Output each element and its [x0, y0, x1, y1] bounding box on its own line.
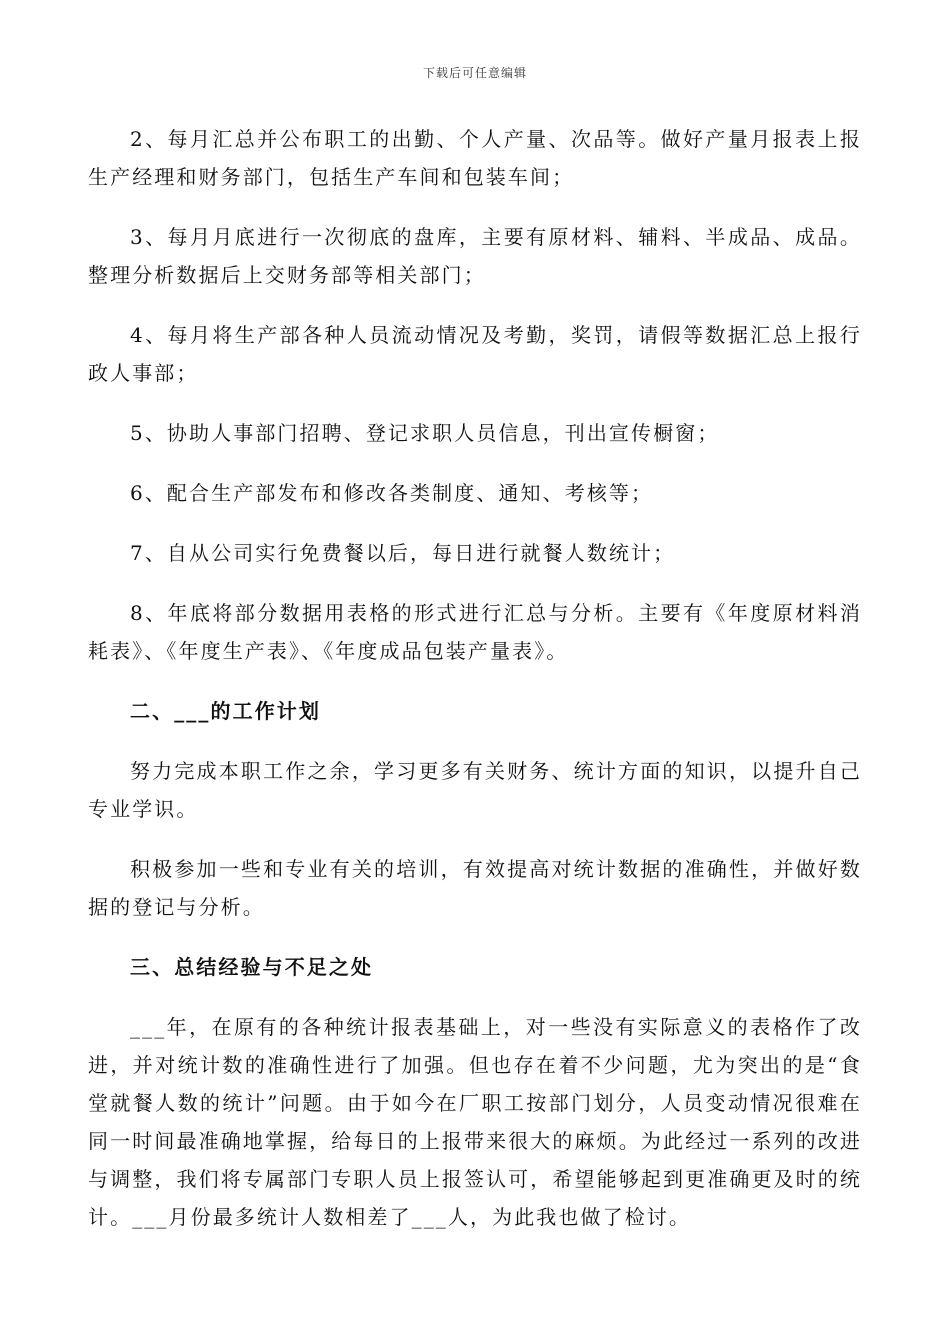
- document-body: [88, 120, 862, 1258]
- paragraph-work-plan-2: 积极参加一些和专业有关的培训，有效提高对统计数据的准确性，并做好数据的登记与分析。: [88, 857, 862, 919]
- paragraph-item-6: 6、配合生产部发布和修改各类制度、通知、考核等；: [130, 481, 654, 505]
- section-heading-work-plan: 二、___的工作计划: [130, 699, 321, 723]
- paragraph-item-7: 7、自从公司实行免费餐以后，每日进行就餐人数统计；: [130, 541, 676, 565]
- paragraph-item-3: 3、每月月底进行一次彻底的盘库，主要有原材料、辅料、半成品、成品。整理分析数据后上交财务部等相关部门；: [88, 225, 862, 287]
- paragraph-work-plan-1: 努力完成本职工作之余，学习更多有关财务、统计方面的知识，以提升自己专业学识。: [88, 759, 862, 821]
- paragraph-item-5: 5、协助人事部门招聘、登记求职人员信息，刊出宣传橱窗；: [130, 421, 720, 445]
- paragraph-summary-1: ___年，在原有的各种统计报表基础上，对一些没有实际意义的表格作了改进，并对统计数的准确性进行了加强。但也存在着不少问题，尤为突出的是“食堂就餐人数的统计”问题。由于如今在厂职工按部门划分，人员变动情况很难在同一时间最准确地掌握，给每日的上报带来很大的麻烦。为此经过一系列的改进与调整，我们将专属部门专职人员上报签认可，希望能够起到更准确更及时的统计。___月份最多统计人数相差了___人，为此我也做了检讨。: [88, 1015, 862, 1229]
- paragraph-item-8: 8、年底将部分数据用表格的形式进行汇总与分析。主要有《年度原材料消耗表》、《年度生产表》、《年度成品包装产量表》。: [88, 601, 862, 663]
- section-heading-summary: 三、总结经验与不足之处: [130, 955, 374, 979]
- paragraph-item-4: 4、每月将生产部各种人员流动情况及考勤，奖罚，请假等数据汇总上报行政人事部；: [88, 323, 862, 385]
- page-header: 下载后可任意编辑: [422, 66, 527, 80]
- paragraph-item-2: 2、每月汇总并公布职工的出勤、个人产量、次品等。做好产量月报表上报生产经理和财务部门，包括生产车间和包装车间；: [88, 127, 862, 189]
